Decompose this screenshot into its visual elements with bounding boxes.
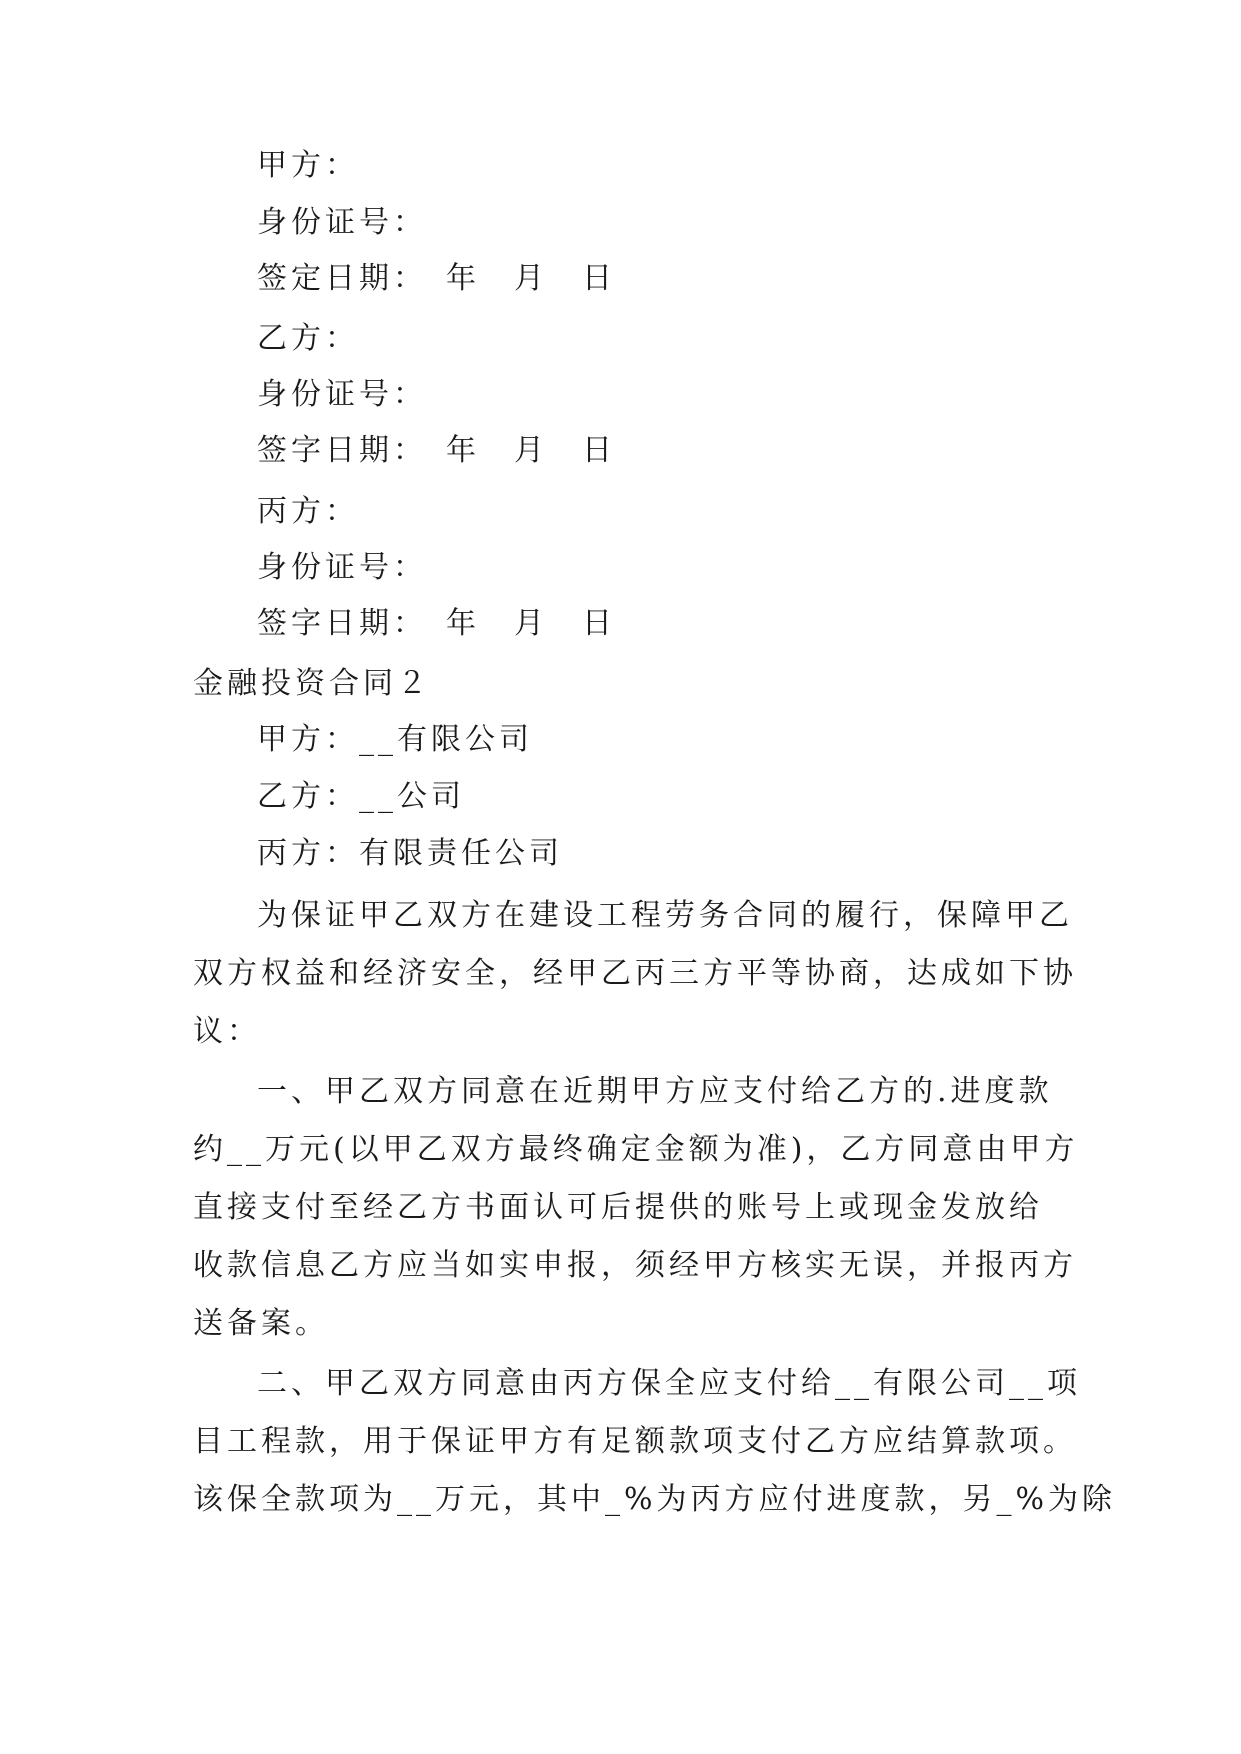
intro-paragraph (193, 887, 1077, 1061)
party-c-id-label: 身份证号： (257, 550, 427, 585)
contract-party-b: 乙方：__公司 (257, 779, 465, 814)
clause-1-line: 约__万元(以甲乙双方最终确定金额为准)，乙方同意由甲方 (193, 1132, 1079, 1167)
party-c-sign-date: 签字日期： 年 月 日 (257, 606, 616, 641)
clause-1-line: 一、甲乙双方同意在近期甲方应支付给乙方的.进度款 (257, 1074, 1053, 1109)
clause-2-line: 目工程款，用于保证甲方有足额款项支付乙方应结算款项。 (193, 1424, 1077, 1459)
intro-line: 双方权益和经济安全，经甲乙丙三方平等协商，达成如下协 (193, 956, 1077, 991)
clause-2-line: 该保全款项为__万元，其中_%为丙方应付进度款，另_%为除 (193, 1482, 1117, 1517)
clause-2-paragraph (193, 1355, 1117, 1529)
party-a-label: 甲方： (257, 148, 359, 183)
contract-party-a: 甲方：__有限公司 (257, 722, 533, 757)
clause-1-line: 直接支付至经乙方书面认可后提供的账号上或现金发放给 (193, 1190, 1043, 1225)
party-b-id-label: 身份证号： (257, 377, 427, 412)
party-c-label: 丙方： (257, 494, 359, 529)
clause-2-line: 二、甲乙双方同意由丙方保全应支付给__有限公司__项 (257, 1366, 1081, 1401)
clause-1-line: 收款信息乙方应当如实申报，须经甲方核实无误，并报丙方 (193, 1248, 1077, 1283)
party-b-label: 乙方： (257, 321, 359, 356)
party-a-sign-date: 签定日期： 年 月 日 (257, 261, 616, 296)
clause-1-line: 送备案。 (193, 1306, 329, 1341)
contract-party-c: 丙方：有限责任公司 (257, 836, 563, 871)
party-a-id-label: 身份证号： (257, 205, 427, 240)
clause-1-paragraph (193, 1063, 1079, 1353)
intro-line: 为保证甲乙双方在建设工程劳务合同的履行，保障甲乙 (257, 898, 1073, 933)
contract-title: 金融投资合同２ (193, 666, 431, 701)
party-b-sign-date: 签字日期： 年 月 日 (257, 433, 616, 468)
intro-line: 议： (193, 1014, 261, 1049)
